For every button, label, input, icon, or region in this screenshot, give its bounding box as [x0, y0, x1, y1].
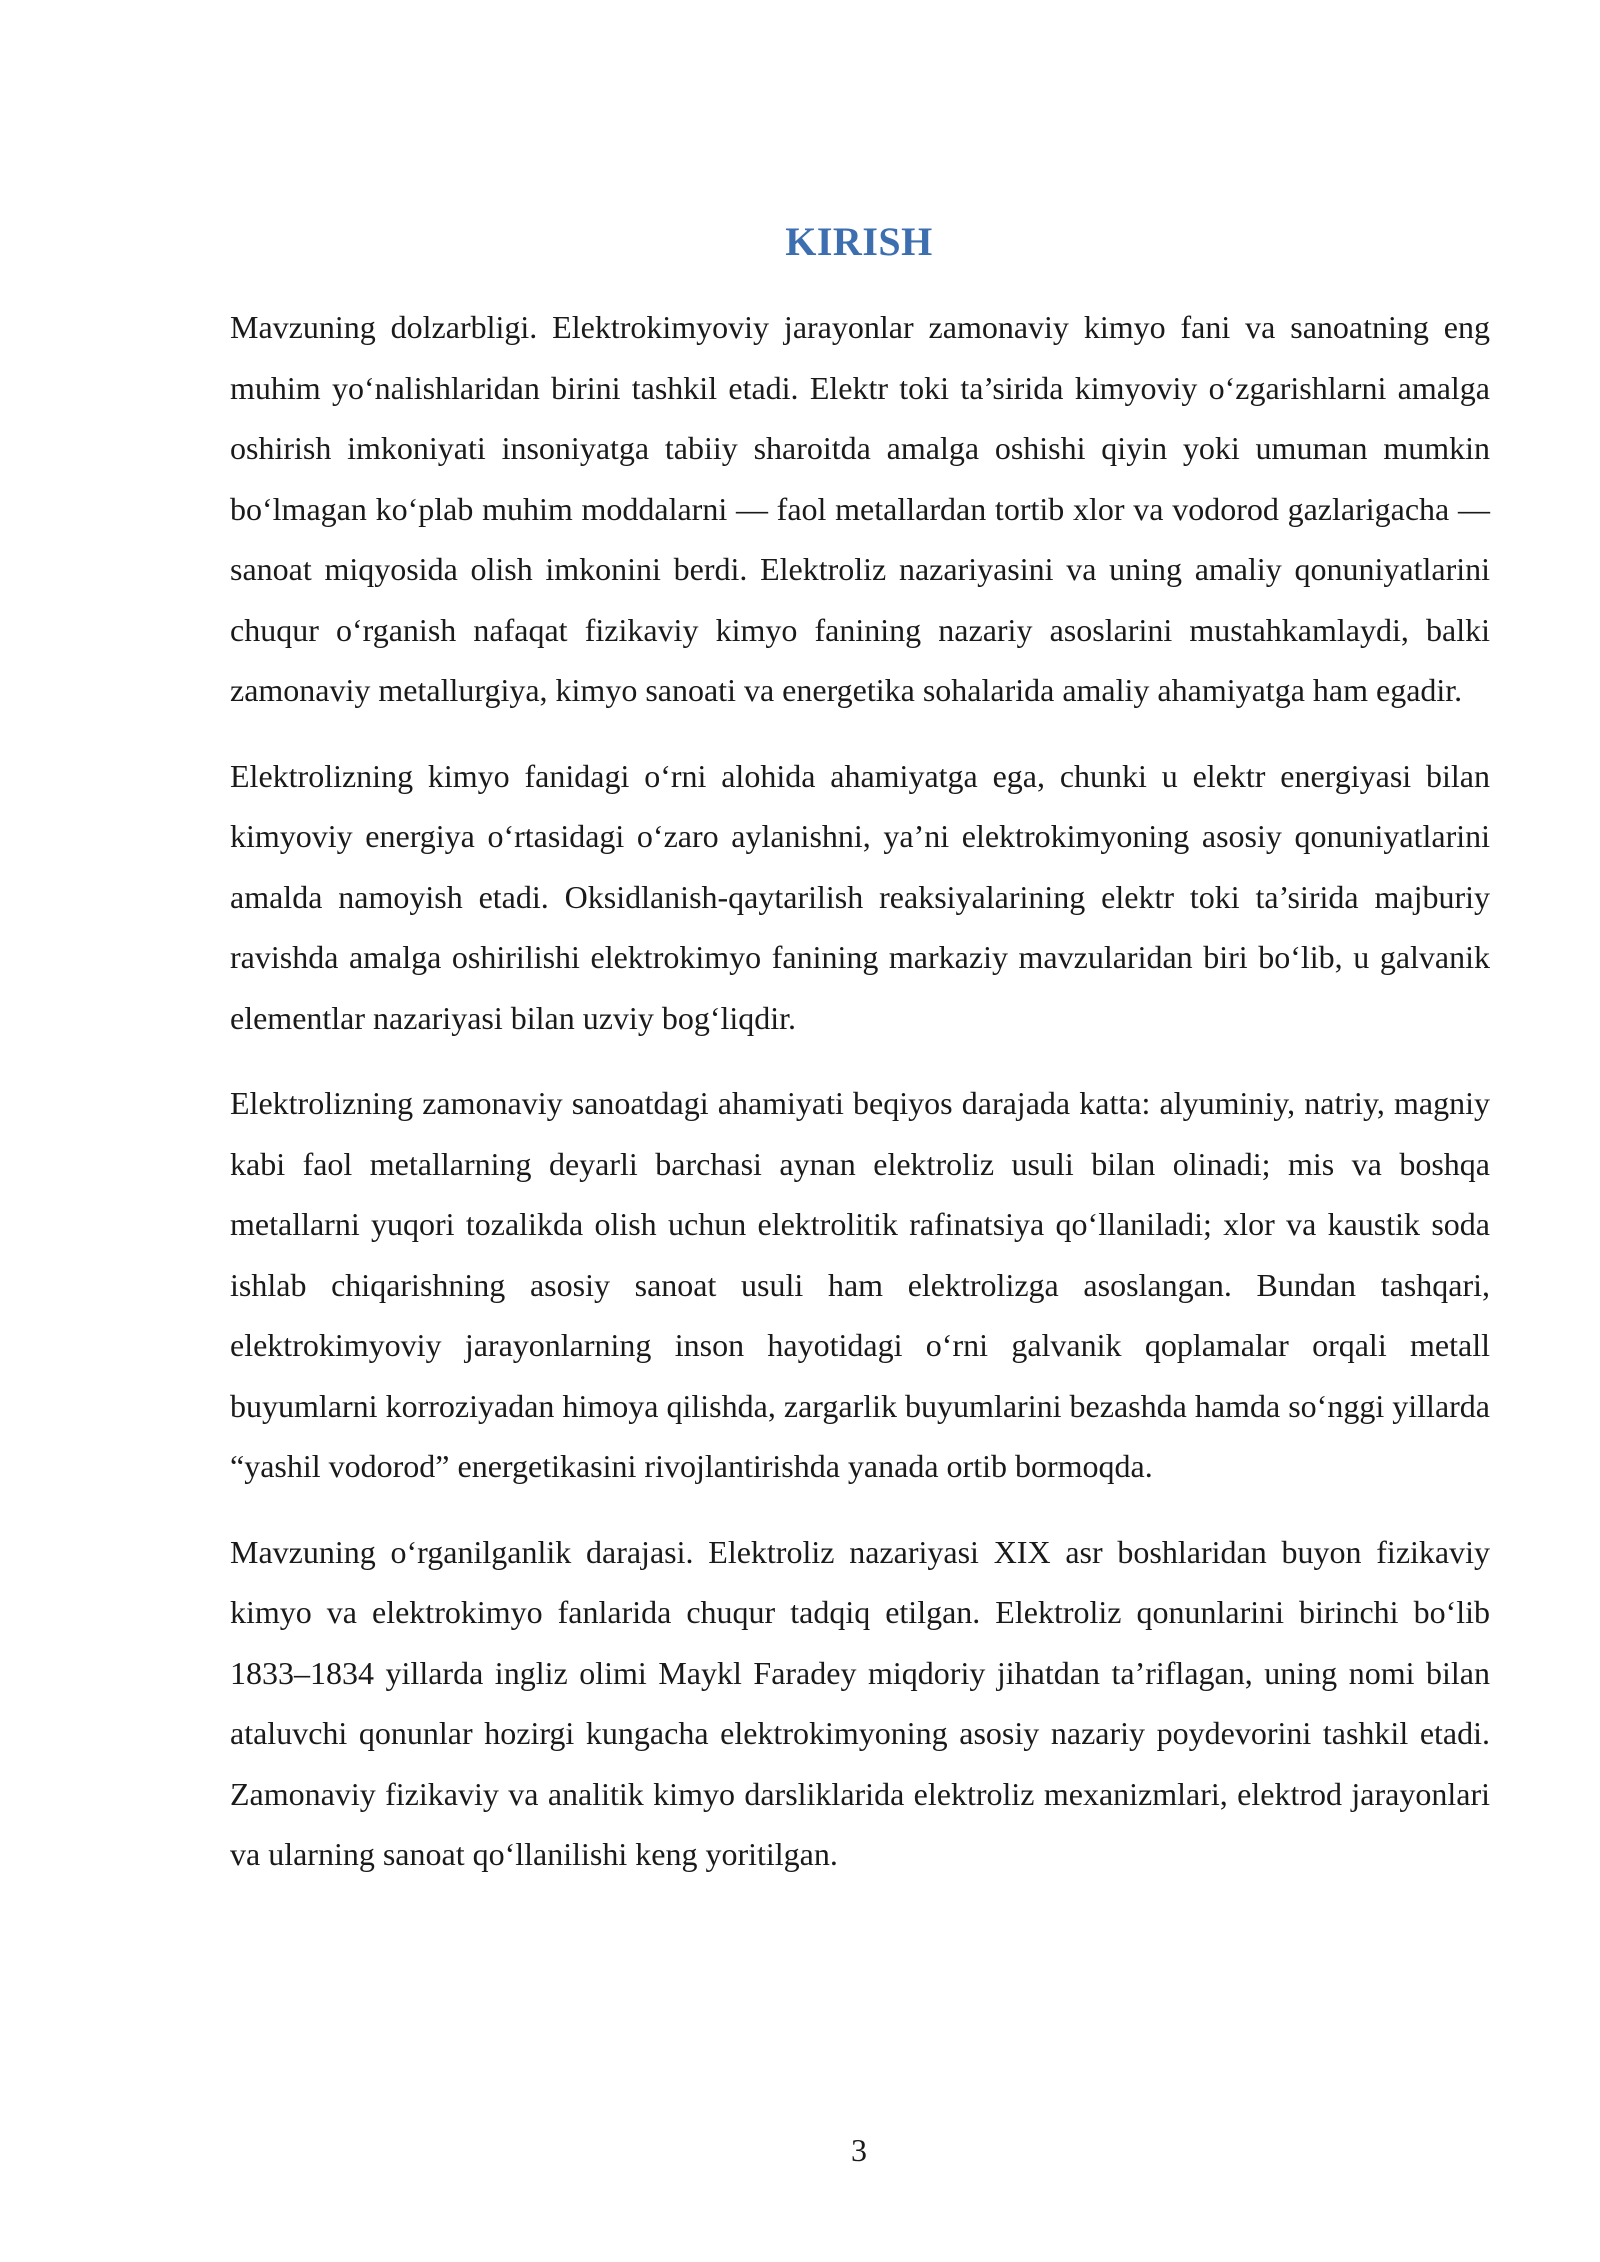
- paragraph-degree-of-study: Mavzuning oʻrganilganlik darajasi. Elektroliz nazariyasi XIX asr boshlaridan buyon fizikaviy kimyo va elektrokimyo fanlarida chuqur tadqiq etilgan. Elektroliz qonunlarini birinchi boʻlib 1833–1834 yillarda ingliz olimi Maykl Faradey miqdoriy jihatdan ta’riflagan, uning nomi bilan ataluvchi qonunlar hozirgi kungacha elektrokimyoning asosiy nazariy poydevorini tashkil etadi. Zamonaviy fizikaviy va analitik kimyo darsliklarida elektroliz mexanizmlari, elektrod jarayonlari va ularning sanoat qoʻllanilishi keng yoritilgan.: [230, 1533, 1490, 1872]
- paragraph-role-in-chemistry: Elektrolizning kimyo fanidagi oʻrni alohida ahamiyatga ega, chunki u elektr energiyasi bilan kimyoviy energiya oʻrtasidagi oʻzaro aylanishni, ya’ni elektrokimyoning asosiy qonuniyatlarini amalda namoyish etadi. Oksidlanish-qaytarilish reaksiyalarining elektr toki ta’sirida majburiy ravishda amalga oshirilishi elektrokimyo fanining markaziy mavzularidan biri boʻlib, u galvanik elementlar nazariyasi bilan uzviy bogʻliqdir.: [230, 757, 1490, 1036]
- section-title: KIRISH: [785, 219, 933, 264]
- paragraph-relevance: Mavzuning dolzarbligi. Elektrokimyoviy jarayonlar zamonaviy kimyo fani va sanoatning eng muhim yoʻnalishlaridan birini tashkil etadi. Elektr toki ta’sirida kimyoviy oʻzgarishlarni amalga oshirish imkoniyati insoniyatga tabiiy sharoitda amalga oshishi qiyin yoki umuman mumkin boʻlmagan koʻplab muhim moddalarni — faol metallardan tortib xlor va vodorod gazlarigacha — sanoat miqyosida olish imkonini berdi. Elektroliz nazariyasini va uning amaliy qonuniyatlarini chuqur oʻrganish nafaqat fizikaviy kimyo fanining nazariy asoslarini mustahkamlaydi, balki zamonaviy metallurgiya, kimyo sanoati va energetika sohalarida amaliy ahamiyatga ham egadir.: [230, 309, 1490, 708]
- body-text: [230, 297, 1490, 1910]
- page-number: 3: [851, 2132, 867, 2168]
- paragraph-industrial-importance: Elektrolizning zamonaviy sanoatdagi ahamiyati beqiyos darajada katta: alyuminiy, natriy, magniy kabi faol metallarning deyarli barchasi aynan elektroliz usuli bilan olinadi; mis va boshqa metallarni yuqori tozalikda olish uchun elektrolitik rafinatsiya qoʻllaniladi; xlor va kaustik soda ishlab chiqarishning asosiy sanoat usuli ham elektrolizga asoslangan. Bundan tashqari, elektrokimyoviy jarayonlarning inson hayotidagi oʻrni galvanik qoplamalar orqali metall buyumlarni korroziyadan himoya qilishda, zargarlik buyumlarini bezashda hamda soʻnggi yillarda “yashil vodorod” energetikasini rivojlantirishda yanada ortib bormoqda.: [230, 1085, 1490, 1484]
